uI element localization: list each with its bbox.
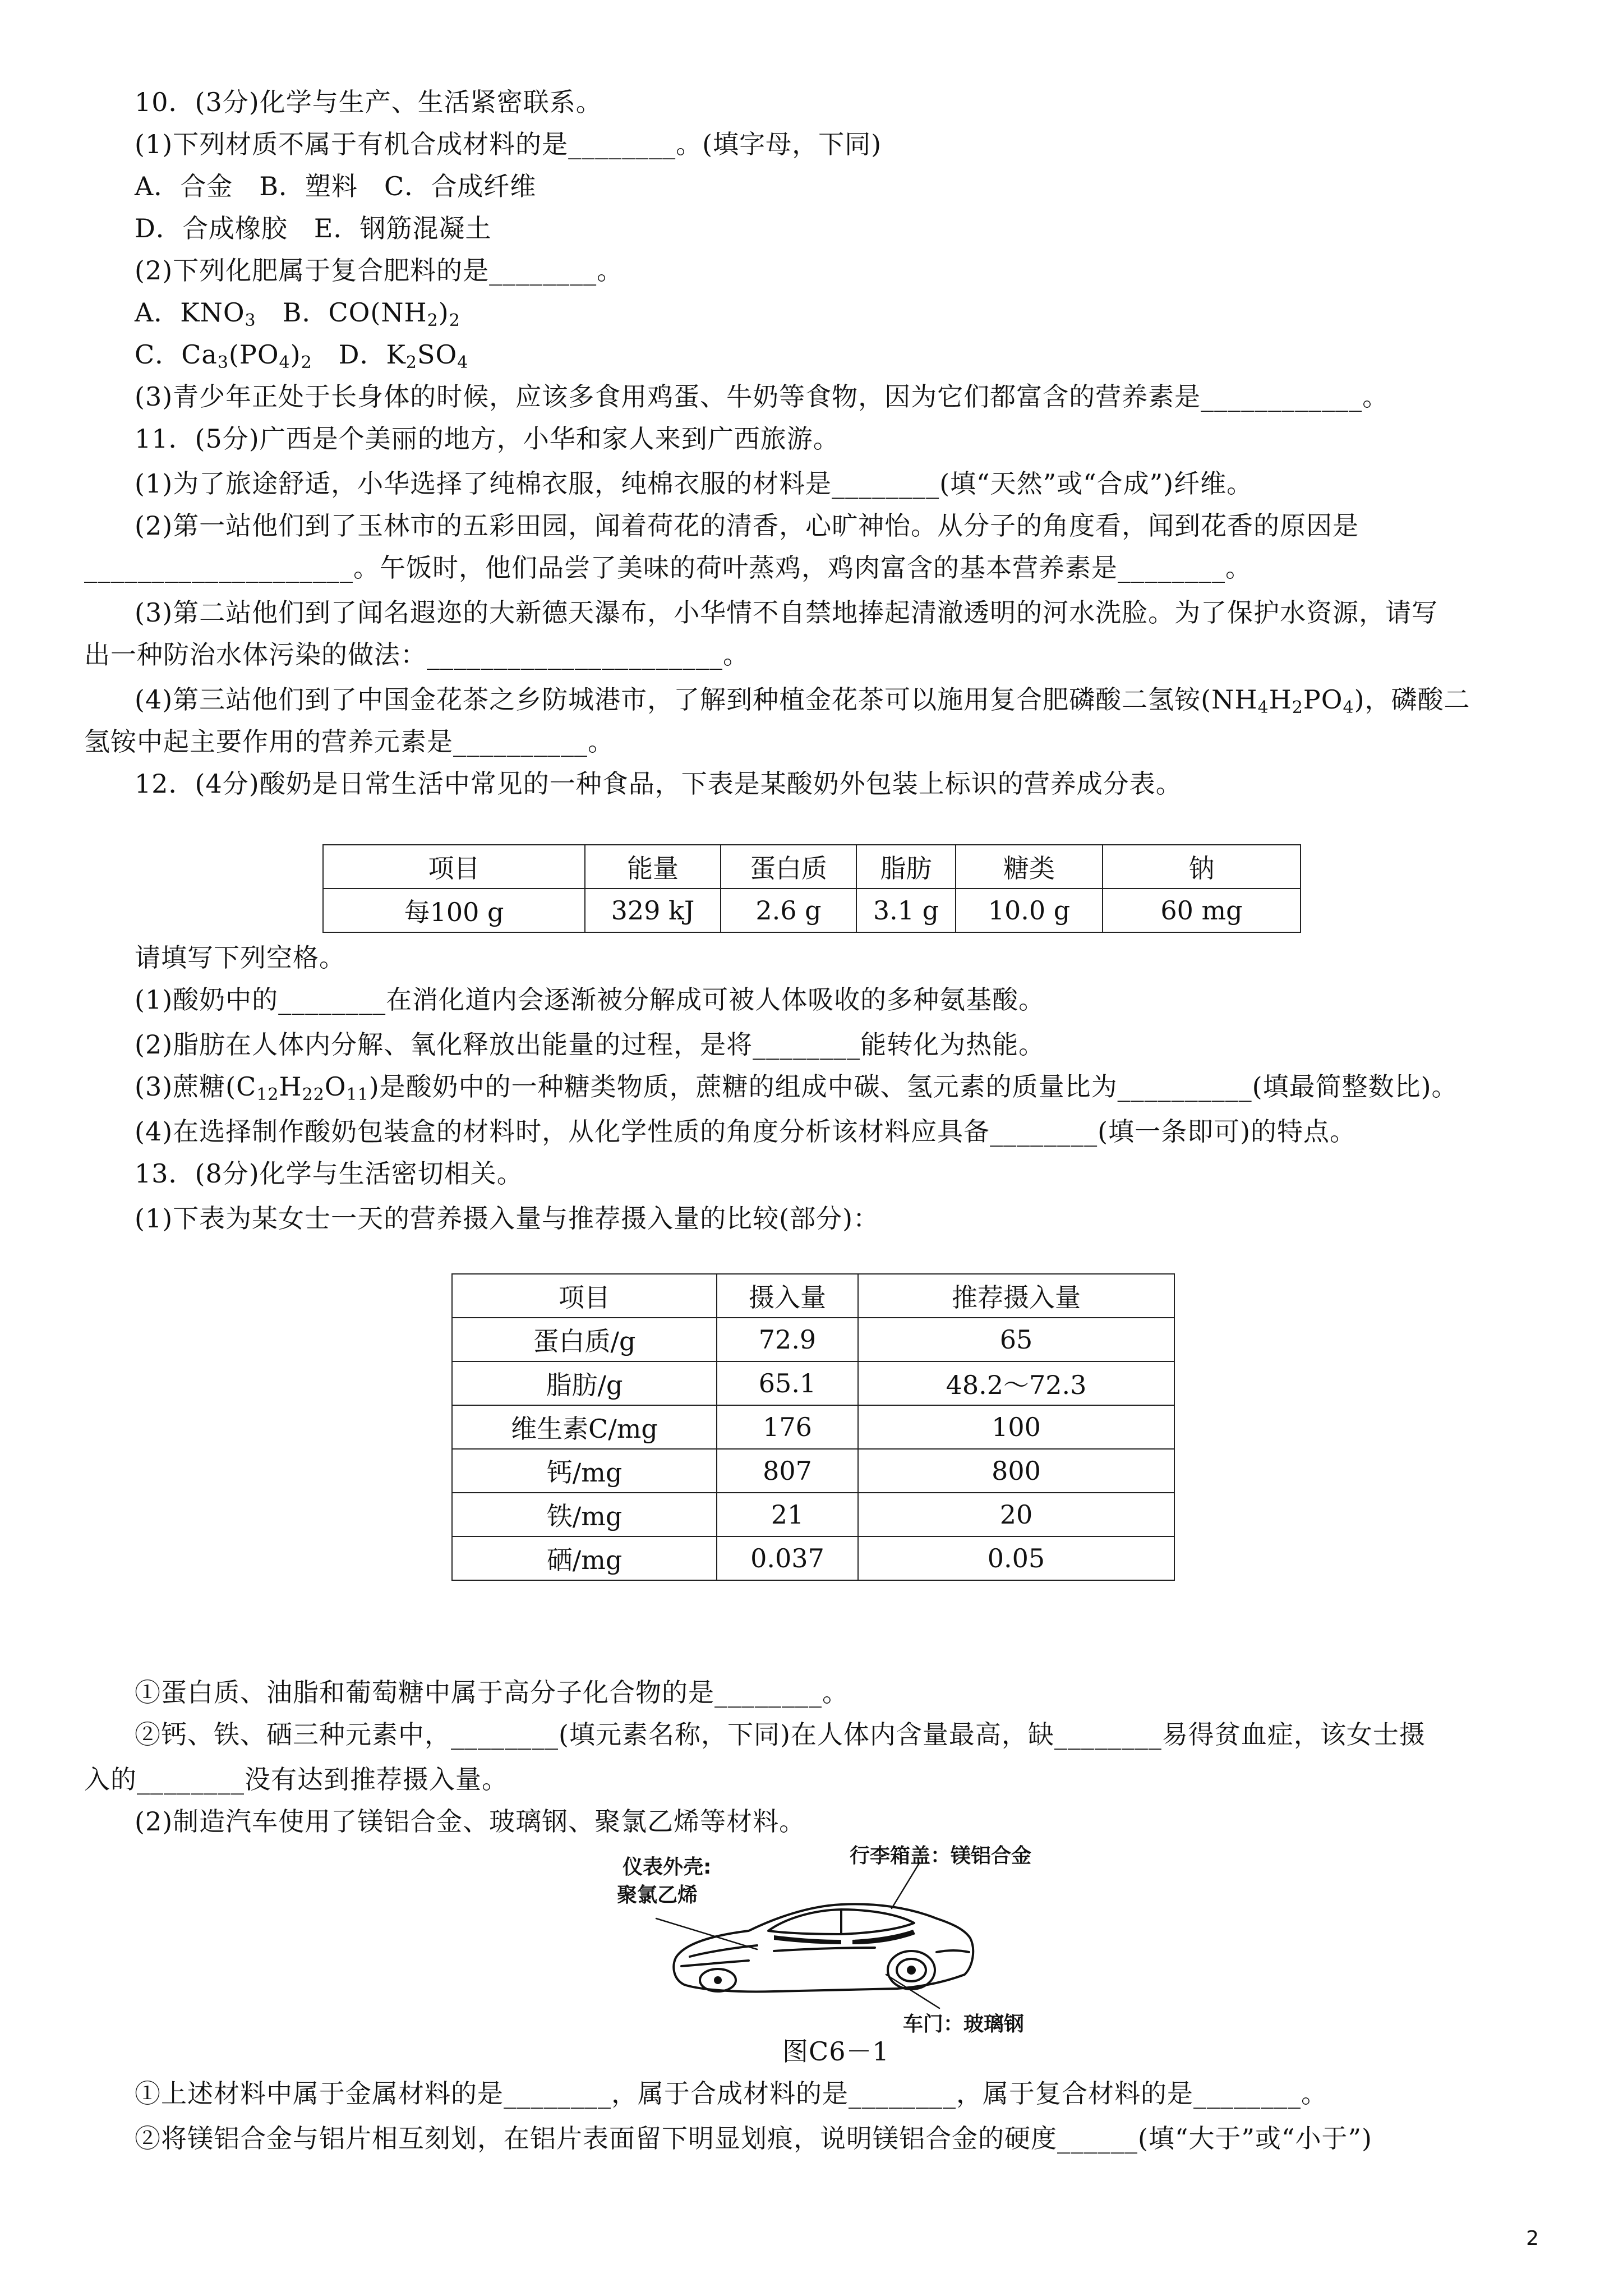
- q13-item2-line1: ②钙、铁、硒三种元素中，________(填元素名称，下同)在人体内含量最高，缺________易得贫血症，该女士摄: [135, 1719, 1426, 1750]
- nutrient-intake-table: [451, 1273, 1175, 1581]
- q12-part2: (2)脂肪在人体内分解、氧化释放出能量的过程，是将________能转化为热能。: [135, 1029, 1045, 1060]
- q11-heading: 11．(5分)广西是个美丽的地方，小华和家人来到广西旅游。: [135, 424, 840, 454]
- q11-part1: (1)为了旅途舒适，小华选择了纯棉衣服，纯棉衣服的材料是________(填“天然”或“合成”)纤维。: [135, 468, 1253, 499]
- table-cell: 3.1 g: [856, 889, 956, 932]
- q13-part2: (2)制造汽车使用了镁铝合金、玻璃钢、聚氯乙烯等材料。: [135, 1806, 806, 1837]
- q12-part4: (4)在选择制作酸奶包装盒的材料时，从化学性质的角度分析该材料应具备________(填一条即可)的特点。: [135, 1116, 1357, 1147]
- table-cell: 48.2～72.3: [858, 1361, 1174, 1405]
- q11-part3-line1: (3)第二站他们到了闻名遐迩的大新德天瀑布，小华情不自禁地捧起清澈透明的河水洗脸。为了保护水资源，请写: [135, 597, 1438, 628]
- table-row: [452, 1449, 1174, 1493]
- table-cell: 20: [858, 1493, 1174, 1536]
- table-cell: 硒/mg: [452, 1536, 717, 1580]
- table-cell: 800: [858, 1449, 1174, 1493]
- table-cell: 2.6 g: [721, 889, 856, 932]
- q10-part1-options-a: A．合金 B．塑料 C．合成纤维: [135, 171, 537, 201]
- q12-heading: 12．(4分)酸奶是日常生活中常见的一种食品，下表是某酸奶外包装上标识的营养成分表。: [135, 769, 1182, 799]
- q13-item1: ①蛋白质、油脂和葡萄糖中属于高分子化合物的是________。: [135, 1677, 849, 1708]
- table-cell: 807: [717, 1449, 858, 1493]
- table-cell: 脂肪/g: [452, 1361, 717, 1405]
- q10-part2-options-c: C．$Ca_3(PO_4)_2$ D．$K_2SO_4$: [135, 339, 469, 372]
- q12-intro: 请填写下列空格。: [135, 942, 345, 973]
- q11-part3-line2: 出一种防治水体污染的做法：______________________。: [84, 639, 749, 670]
- q10-part3: (3)青少年正处于长身体的时候，应该多食用鸡蛋、牛奶等食物，因为它们都富含的营养素是____________。: [135, 381, 1389, 412]
- table-cell: 铁/mg: [452, 1493, 717, 1536]
- table-cell: 能量: [585, 845, 721, 889]
- table-cell: 65: [858, 1318, 1174, 1361]
- table-cell: 0.037: [717, 1536, 858, 1580]
- table-row: [323, 889, 1301, 932]
- table-cell: 项目: [323, 845, 585, 889]
- sports-car-illustration: [606, 1840, 1088, 2042]
- q13-item2-line2: 入的________没有达到推荐摄入量。: [84, 1764, 508, 1795]
- table-cell: 0.05: [858, 1536, 1174, 1580]
- q11-part2-line1: (2)第一站他们到了玉林市的五彩田园，闻着荷花的清香，心旷神怡。从分子的角度看，闻到花香的原因是: [135, 510, 1359, 541]
- q10-part1-options-d: D．合成橡胶 E．钢筋混凝土: [135, 213, 492, 243]
- table-cell: 项目: [452, 1274, 717, 1318]
- table-cell: 糖类: [956, 845, 1103, 889]
- table-header-row: [323, 845, 1301, 889]
- table-cell: 摄入量: [717, 1274, 858, 1318]
- car-figure: [606, 1840, 1088, 2042]
- q13-part2-item1: ①上述材料中属于金属材料的是________，属于合成材料的是________，属于复合材料的是________。: [135, 2078, 1327, 2109]
- table-cell: 21: [717, 1493, 858, 1536]
- q13-part2-item2: ②将镁铝合金与铝片相互刻划，在铝片表面留下明显划痕，说明镁铝合金的硬度______(填“大于”或“小于”): [135, 2123, 1372, 2154]
- table-cell: 176: [717, 1405, 858, 1449]
- q13-part1: (1)下表为某女士一天的营养摄入量与推荐摄入量的比较(部分)：: [135, 1203, 880, 1234]
- q10-part1: (1)下列材质不属于有机合成材料的是________。(填字母，下同): [135, 129, 882, 159]
- table-row: [452, 1318, 1174, 1361]
- q11-part4-line1: (4)第三站他们到了中国金花茶之乡防城港市，了解到种植金花茶可以施用复合肥磷酸二氢铵$(NH_4H_2PO_4)$，磷酸二: [135, 684, 1470, 717]
- q12-part1: (1)酸奶中的________在消化道内会逐渐被分解成可被人体吸收的多种氨基酸。: [135, 984, 1045, 1015]
- door-label: 车门：玻璃钢: [903, 2013, 1025, 2036]
- table-cell: 维生素C/mg: [452, 1405, 717, 1449]
- dashboard-label-line2: 聚氯乙烯: [617, 1884, 698, 1907]
- table-cell: 65.1: [717, 1361, 858, 1405]
- table-cell: 329 kJ: [585, 889, 721, 932]
- q13-heading: 13．(8分)化学与生活密切相关。: [135, 1158, 523, 1189]
- trunk-lid-label: 行李箱盖：镁铝合金: [850, 1844, 1032, 1867]
- q11-part2-line2: ____________________。午饭时，他们品尝了美味的荷叶蒸鸡，鸡肉富含的基本营养素是________。: [84, 553, 1252, 583]
- table-cell: 72.9: [717, 1318, 858, 1361]
- table-row: [452, 1536, 1174, 1580]
- q10-heading: 10．(3分)化学与生产、生活紧密联系。: [135, 87, 602, 117]
- figure-caption: 图C6－1: [782, 2036, 889, 2067]
- table-cell: 60 mg: [1103, 889, 1301, 932]
- table-cell: 10.0 g: [956, 889, 1103, 932]
- q10-part2: (2)下列化肥属于复合肥料的是________。: [135, 255, 624, 286]
- q10-part2-options-a: A．$KNO_3$ B．$CO(NH_2)_2$: [135, 297, 460, 330]
- table-cell: 蛋白质/g: [452, 1318, 717, 1361]
- page-number: 2: [1526, 2227, 1539, 2250]
- table-cell: 蛋白质: [721, 845, 856, 889]
- table-cell: 推荐摄入量: [858, 1274, 1174, 1318]
- table-row: [452, 1493, 1174, 1536]
- table-row: [452, 1405, 1174, 1449]
- table-cell: 钠: [1103, 845, 1301, 889]
- dashboard-label-line1: 仪表外壳:: [623, 1856, 712, 1879]
- table-cell: 每100 g: [323, 889, 585, 932]
- table-header-row: [452, 1274, 1174, 1318]
- q11-part4-line2: 氢铵中起主要作用的营养元素是__________。: [84, 726, 614, 757]
- q12-part3: (3)蔗糖$(C_{12}H_{22}O_{11})$是酸奶中的一种糖类物质，蔗糖的组成中碳、氢元素的质量比为__________(填最简整数比)。: [135, 1071, 1458, 1105]
- table-cell: 100: [858, 1405, 1174, 1449]
- table-cell: 脂肪: [856, 845, 956, 889]
- yogurt-nutrition-table: [322, 844, 1301, 933]
- table-cell: 钙/mg: [452, 1449, 717, 1493]
- table-row: [452, 1361, 1174, 1405]
